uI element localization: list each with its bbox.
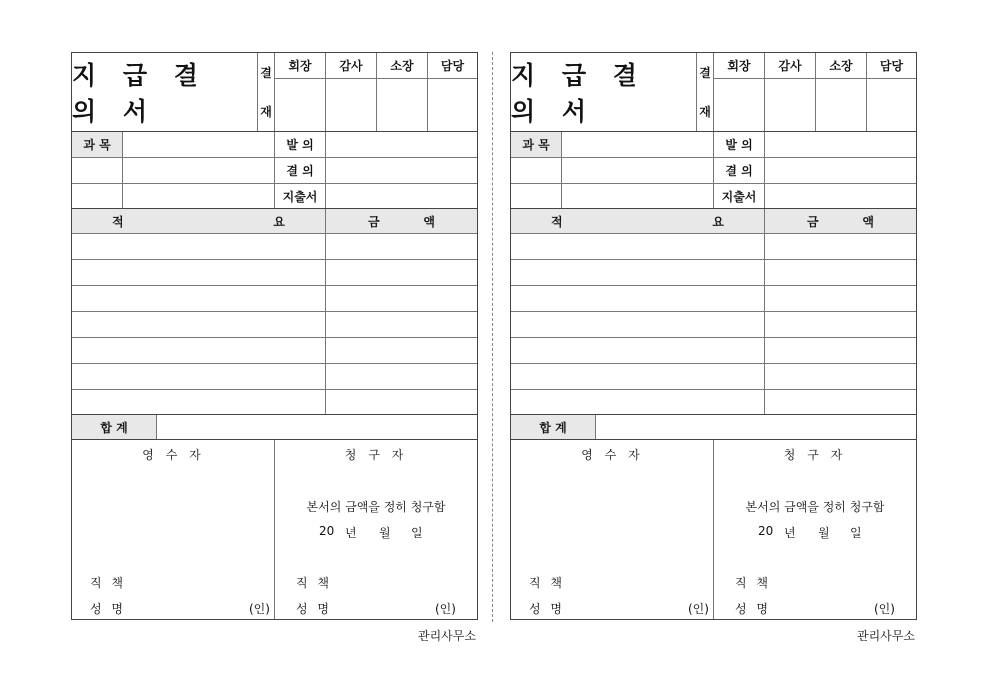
proposal-field[interactable] — [765, 132, 916, 158]
claimant-position-label: 직 책 — [296, 576, 332, 590]
approval-sign-box[interactable] — [867, 79, 916, 131]
description-field[interactable] — [511, 338, 765, 364]
claimant-seal-mark: (인) — [874, 602, 895, 616]
description-field[interactable] — [511, 260, 765, 286]
amount-field[interactable] — [326, 364, 477, 390]
description-field[interactable] — [72, 364, 326, 390]
subject-label: 과 목 — [511, 132, 562, 158]
claimant-section — [275, 440, 477, 619]
claimant-name-label: 성 명 — [296, 602, 332, 616]
resolution-field[interactable] — [326, 158, 477, 184]
approval-sign-box[interactable] — [816, 79, 867, 131]
payment-form-left — [71, 52, 478, 620]
disburser-field[interactable] — [765, 184, 916, 208]
disburser-label: 지출서 — [714, 184, 765, 208]
claim-date-year: 20 — [319, 524, 335, 538]
subject-label: 과 목 — [72, 132, 123, 158]
description-field[interactable] — [72, 338, 326, 364]
subject-field[interactable] — [123, 158, 275, 184]
claim-statement: 본서의 금액을 정히 청구함 — [306, 500, 446, 514]
amount-field[interactable] — [765, 338, 916, 364]
disburser-field[interactable] — [326, 184, 477, 208]
approval-col-chairman: 회장 — [275, 53, 326, 79]
total-field[interactable] — [157, 415, 477, 439]
resolution-label: 결 의 — [275, 158, 326, 184]
amount-field[interactable] — [765, 234, 916, 260]
approval-sign-box[interactable] — [326, 79, 377, 131]
subject-field[interactable] — [123, 132, 275, 158]
receiver-seal-mark: (인) — [249, 602, 270, 616]
claim-date-day-unit: 일 — [850, 526, 862, 540]
amount-field[interactable] — [765, 390, 916, 414]
amount-header: 금 액 — [765, 209, 916, 234]
description-field[interactable] — [72, 260, 326, 286]
resolution-label: 결 의 — [714, 158, 765, 184]
approval-col-director: 소장 — [377, 53, 428, 79]
proposal-label: 발 의 — [714, 132, 765, 158]
approval-col-auditor: 감사 — [326, 53, 377, 79]
receiver-title: 영 수 자 — [581, 448, 644, 462]
approval-col-auditor: 감사 — [765, 53, 816, 79]
description-field[interactable] — [511, 286, 765, 312]
description-field[interactable] — [72, 286, 326, 312]
approval-col-manager: 담당 — [428, 53, 477, 79]
claim-date-year-unit: 년 — [345, 526, 357, 540]
approval-col-manager: 담당 — [867, 53, 916, 79]
description-field[interactable] — [72, 390, 326, 414]
description-field[interactable] — [511, 312, 765, 338]
claimant-position-label: 직 책 — [735, 576, 771, 590]
claim-date-year-unit: 년 — [784, 526, 796, 540]
amount-field[interactable] — [326, 286, 477, 312]
disburser-label: 지출서 — [275, 184, 326, 208]
receiver-name-label: 성 명 — [529, 602, 565, 616]
description-header: 적 요 — [72, 209, 326, 234]
subject-field[interactable] — [123, 184, 275, 208]
receiver-name-label: 성 명 — [90, 602, 126, 616]
proposal-label: 발 의 — [275, 132, 326, 158]
amount-field[interactable] — [326, 260, 477, 286]
claimant-title: 청 구 자 — [344, 448, 408, 462]
approval-sign-box[interactable] — [714, 79, 765, 131]
subject-field[interactable] — [562, 132, 714, 158]
office-label: 관리사무소 — [418, 629, 476, 643]
proposal-field[interactable] — [326, 132, 477, 158]
amount-field[interactable] — [326, 234, 477, 260]
amount-field[interactable] — [326, 338, 477, 364]
amount-field[interactable] — [326, 312, 477, 338]
description-header: 적 요 — [511, 209, 765, 234]
claim-date-month-unit: 월 — [818, 526, 830, 540]
resolution-field[interactable] — [765, 158, 916, 184]
claim-statement: 본서의 금액을 정히 청구함 — [745, 500, 885, 514]
claimant-title: 청 구 자 — [783, 448, 847, 462]
description-field[interactable] — [511, 234, 765, 260]
claim-date-year: 20 — [758, 524, 774, 538]
claim-date-day-unit: 일 — [411, 526, 423, 540]
approval-label: 결 재 — [258, 53, 275, 131]
receiver-seal-mark: (인) — [688, 602, 709, 616]
total-label: 합 계 — [72, 415, 157, 439]
amount-field[interactable] — [326, 390, 477, 414]
description-field[interactable] — [511, 390, 765, 414]
receiver-position-label: 직 책 — [90, 576, 126, 590]
approval-label: 결 재 — [697, 53, 714, 131]
amount-field[interactable] — [765, 364, 916, 390]
subject-field[interactable] — [72, 158, 123, 184]
amount-field[interactable] — [765, 260, 916, 286]
approval-sign-box[interactable] — [275, 79, 326, 131]
form-title: 지 급 결 의 서 — [72, 53, 258, 131]
description-field[interactable] — [511, 364, 765, 390]
claimant-seal-mark: (인) — [435, 602, 456, 616]
description-field[interactable] — [72, 312, 326, 338]
amount-header: 금 액 — [326, 209, 477, 234]
cut-line — [492, 52, 493, 622]
receiver-title: 영 수 자 — [142, 448, 205, 462]
office-label: 관리사무소 — [857, 629, 915, 643]
subject-field[interactable] — [511, 184, 562, 208]
total-field[interactable] — [596, 415, 916, 439]
subject-field[interactable] — [562, 158, 714, 184]
subject-field[interactable] — [72, 184, 123, 208]
receiver-position-label: 직 책 — [529, 576, 565, 590]
receiver-section — [72, 440, 275, 619]
approval-col-director: 소장 — [816, 53, 867, 79]
claimant-section — [714, 440, 916, 619]
subject-field[interactable] — [511, 158, 562, 184]
amount-field[interactable] — [765, 286, 916, 312]
approval-col-chairman: 회장 — [714, 53, 765, 79]
form-title: 지 급 결 의 서 — [511, 53, 697, 131]
approval-sign-box[interactable] — [428, 79, 477, 131]
claimant-name-label: 성 명 — [735, 602, 771, 616]
amount-field[interactable] — [765, 312, 916, 338]
payment-form-right — [510, 52, 917, 620]
description-field[interactable] — [72, 234, 326, 260]
total-label: 합 계 — [511, 415, 596, 439]
approval-sign-box[interactable] — [377, 79, 428, 131]
subject-field[interactable] — [562, 184, 714, 208]
receiver-section — [511, 440, 714, 619]
claim-date-month-unit: 월 — [379, 526, 391, 540]
approval-sign-box[interactable] — [765, 79, 816, 131]
